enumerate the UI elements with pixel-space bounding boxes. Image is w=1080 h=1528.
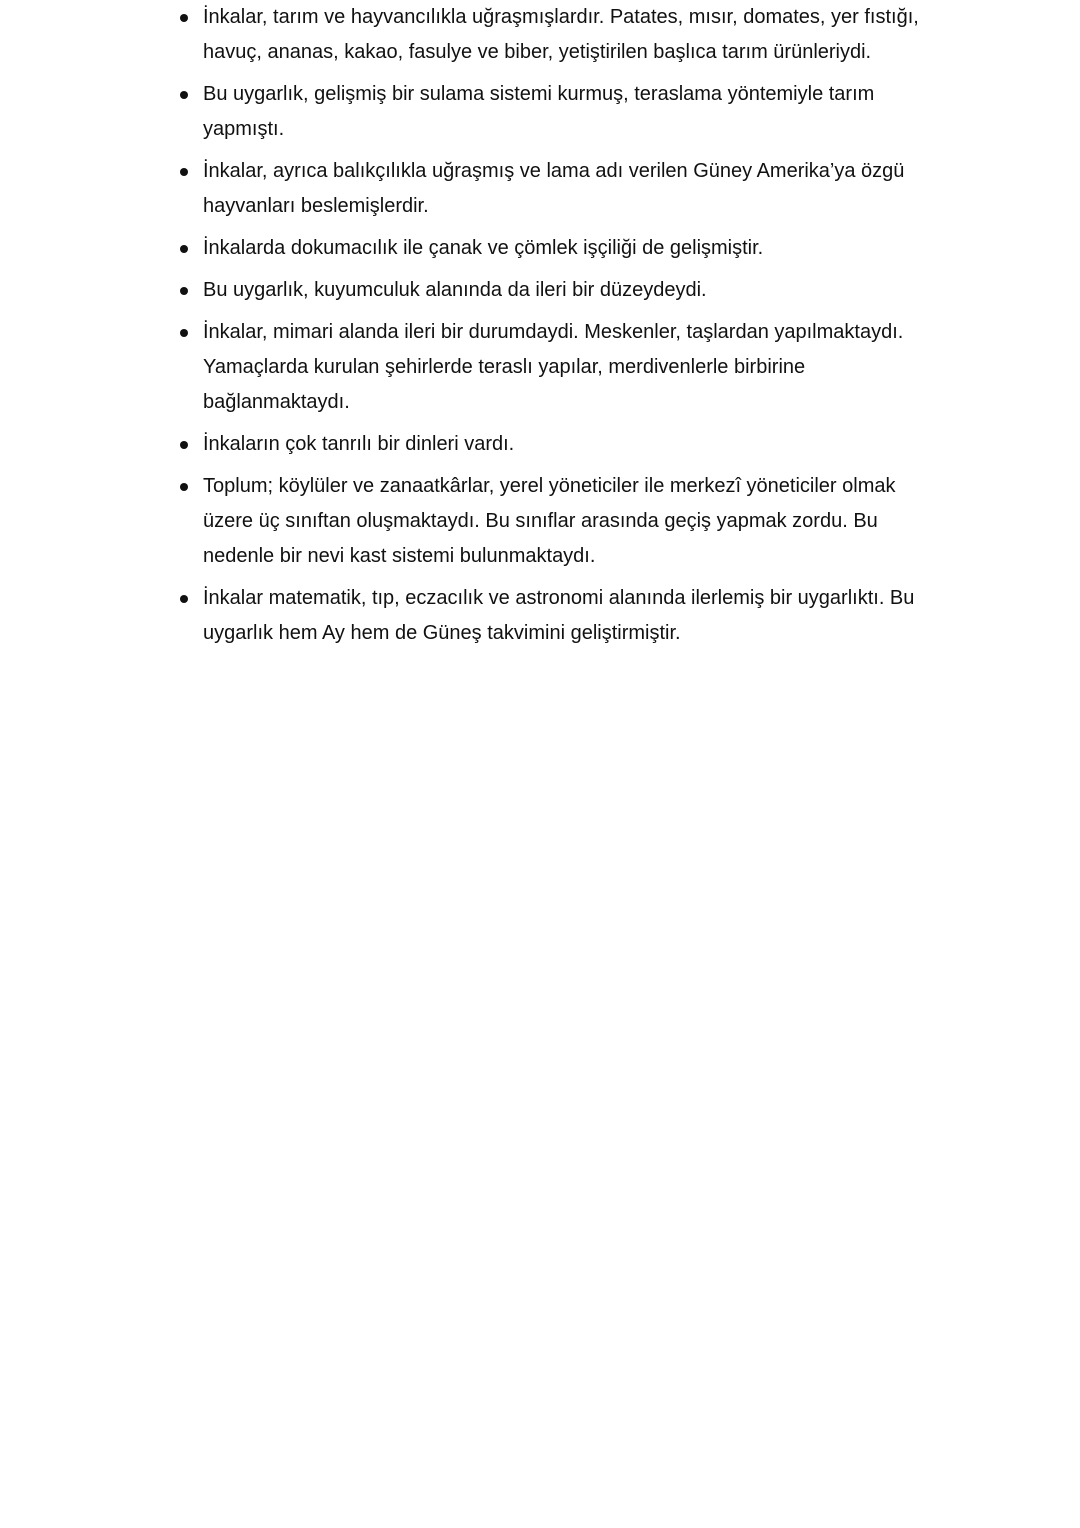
bullet-list bbox=[178, 0, 928, 658]
bullet-icon bbox=[180, 441, 188, 449]
list-item bbox=[178, 315, 928, 420]
bullet-icon bbox=[180, 483, 188, 491]
bullet-icon bbox=[180, 329, 188, 337]
bullet-icon bbox=[180, 595, 188, 603]
list-item-text: Bu uygarlık, kuyumculuk alanında da ileri bir düzeydeydi. bbox=[203, 279, 707, 301]
list-item bbox=[178, 427, 928, 462]
list-item bbox=[178, 231, 928, 266]
bullet-icon bbox=[180, 168, 188, 176]
list-item-text: İnkalar, tarım ve hayvancılıkla uğraşmışlardır. Patates, mısır, domates, yer fıstığı, havuç, ananas, kakao, fasulye ve biber, yetiştirilen başlıca tarım ürünleriydi. bbox=[203, 6, 919, 63]
list-item-text: Toplum; köylüler ve zanaatkârlar, yerel yöneticiler ile merkezî yöneticiler olmak üzere üç sınıftan oluşmaktaydı. Bu sınıflar arasında geçiş yapmak zordu. Bu nedenle bir nevi kast sistemi bulunmaktaydı. bbox=[203, 475, 896, 567]
list-item bbox=[178, 469, 928, 574]
list-item bbox=[178, 0, 928, 70]
list-item bbox=[178, 581, 928, 651]
list-item-text: İnkalarda dokumacılık ile çanak ve çömlek işçiliği de gelişmiştir. bbox=[203, 237, 764, 259]
bullet-icon bbox=[180, 91, 188, 99]
list-item-text: İnkalar matematik, tıp, eczacılık ve astronomi alanında ilerlemiş bir uygarlıktı. Bu uygarlık hem Ay hem de Güneş takvimini geliştirmiştir. bbox=[203, 587, 915, 644]
list-item bbox=[178, 77, 928, 147]
list-item-text: İnkalar, ayrıca balıkçılıkla uğraşmış ve lama adı verilen Güney Amerika’ya özgü hayvanları beslemişlerdir. bbox=[203, 160, 905, 217]
list-item-text: İnkaların çok tanrılı bir dinleri vardı. bbox=[203, 433, 515, 455]
bullet-icon bbox=[180, 14, 188, 22]
list-item bbox=[178, 154, 928, 224]
list-item bbox=[178, 273, 928, 308]
bullet-icon bbox=[180, 245, 188, 253]
bullet-icon bbox=[180, 287, 188, 295]
list-item-text: İnkalar, mimari alanda ileri bir durumdaydi. Meskenler, taşlardan yapılmaktaydı. Yamaçlarda kurulan şehirlerde teraslı yapılar, merdivenlerle birbirine bağlanmaktaydı. bbox=[203, 321, 904, 413]
list-item-text: Bu uygarlık, gelişmiş bir sulama sistemi kurmuş, teraslama yöntemiyle tarım yapmıştı. bbox=[203, 83, 875, 140]
